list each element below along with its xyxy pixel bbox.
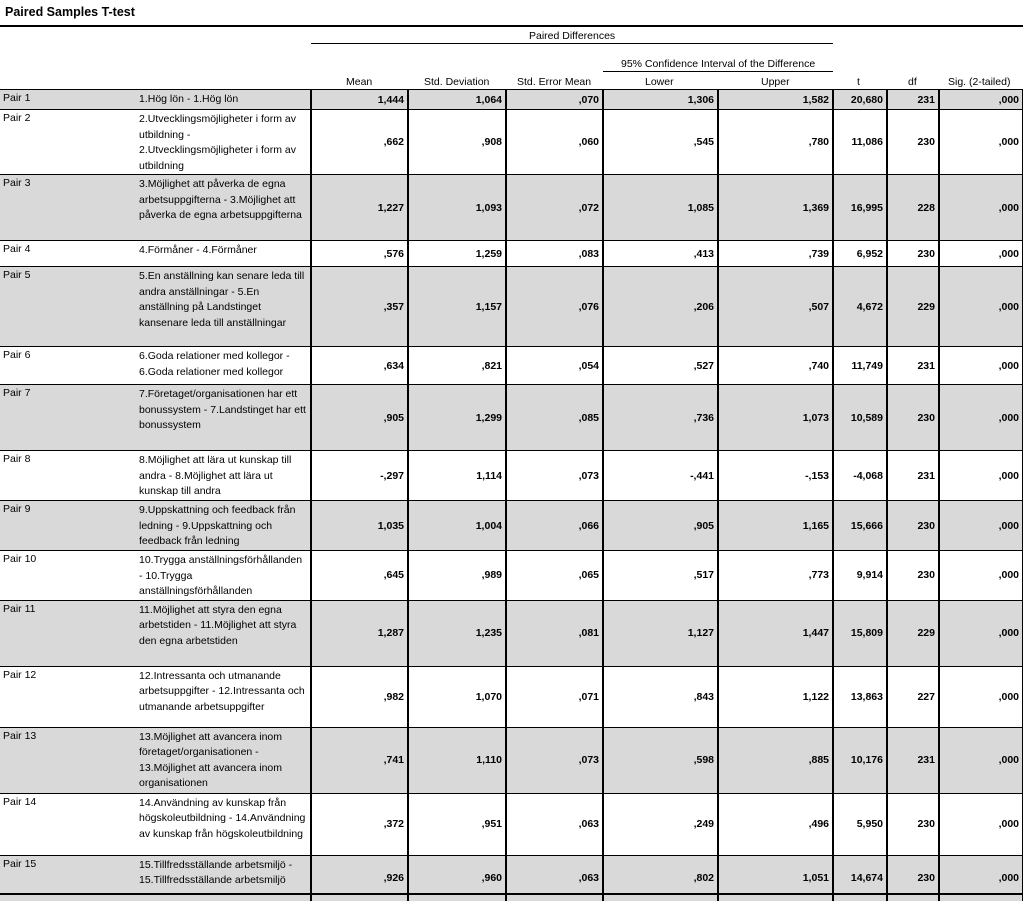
cell-upper: 1,369 <box>718 175 833 241</box>
pair-label: Pair 4 <box>3 243 31 255</box>
cell-mean: ,634 <box>311 347 408 385</box>
cell-std-deviation: 1,093 <box>408 175 506 241</box>
cell-lower: ,598 <box>603 727 718 793</box>
cell-df: 231 <box>887 347 939 385</box>
cell-std-deviation: 1,110 <box>408 727 506 793</box>
cell-mean: ,357 <box>311 267 408 347</box>
table-row <box>0 241 1023 267</box>
cell-t: 16,995 <box>833 175 887 241</box>
table-row <box>0 666 1023 727</box>
cell-sig: ,000 <box>939 175 1023 241</box>
table-row <box>0 175 1023 241</box>
cell-sig: ,000 <box>939 666 1023 727</box>
cell-std-deviation: 1,259 <box>408 241 506 267</box>
cell-sig: ,000 <box>939 90 1023 110</box>
cell-std-error-mean: ,066 <box>506 501 603 551</box>
table-row <box>0 451 1023 501</box>
cell-t: 11,086 <box>833 110 887 175</box>
cell-df: 230 <box>887 385 939 451</box>
cell-lower: ,249 <box>603 793 718 855</box>
cell-sig: ,000 <box>939 793 1023 855</box>
cell-mean: ,982 <box>311 666 408 727</box>
cell-t: 6,952 <box>833 241 887 267</box>
cell-mean: 1,227 <box>311 175 408 241</box>
paired-differences-rule <box>311 43 833 44</box>
cell-upper: ,507 <box>718 267 833 347</box>
cell-mean: ,926 <box>311 855 408 901</box>
cell-lower: -,441 <box>603 451 718 501</box>
cell-sig: ,000 <box>939 551 1023 601</box>
cell-std-deviation: 1,114 <box>408 451 506 501</box>
cell-std-error-mean: ,054 <box>506 347 603 385</box>
header-std-error-mean: Std. Error Mean <box>517 76 592 88</box>
pair-label: Pair 3 <box>0 175 136 241</box>
variable-label: 6.Goda relationer med kollegor - 6.Goda relationer med kollegor <box>139 350 290 378</box>
top-rule <box>0 25 1023 27</box>
cell-sig: ,000 <box>939 451 1023 501</box>
cell-upper: 1,165 <box>718 501 833 551</box>
cell-mean: -,297 <box>311 451 408 501</box>
cell-std-deviation: 1,235 <box>408 600 506 666</box>
cell-lower: 1,085 <box>603 175 718 241</box>
table-row <box>0 600 1023 666</box>
cell-upper: ,780 <box>718 110 833 175</box>
cell-df: 231 <box>887 451 939 501</box>
cell-mean: 1,444 <box>311 90 408 110</box>
cell-t: -4,068 <box>833 451 887 501</box>
cell-std-error-mean: ,073 <box>506 727 603 793</box>
paired-samples-table <box>0 89 1023 901</box>
cell-upper: -,153 <box>718 451 833 501</box>
variable-label: 7.Företaget/organisationen har ett bonussystem - 7.Landstinget har ett bonussystem <box>136 385 311 451</box>
cell-sig: ,000 <box>939 727 1023 793</box>
cell-upper: 1,051 <box>718 855 833 901</box>
cell-mean: ,741 <box>311 727 408 793</box>
table-row <box>0 90 1023 110</box>
variable-label: 11.Möjlighet att styra den egna arbetstiden - 11.Möjlighet att styra den egna arbetstiden <box>136 600 311 666</box>
header-df: df <box>908 76 917 88</box>
cell-upper: ,739 <box>718 241 833 267</box>
variable-label: 3.Möjlighet att påverka de egna arbetsuppgifterna - 3.Möjlighet att påverka de egna arbetsuppgifterna <box>136 175 311 241</box>
pair-label: Pair 1 <box>0 90 136 110</box>
cell-std-error-mean: ,081 <box>506 600 603 666</box>
header-t: t <box>857 76 860 88</box>
cell-sig: ,000 <box>939 385 1023 451</box>
cell-std-error-mean: ,070 <box>506 90 603 110</box>
cell-t: 4,672 <box>833 267 887 347</box>
pair-label: Pair 8 <box>3 453 31 465</box>
table-row <box>0 267 1023 347</box>
pair-label: Pair 14 <box>3 795 37 808</box>
cell-std-error-mean: ,083 <box>506 241 603 267</box>
variable-label: 13.Möjlighet att avancera inom företaget/organisationen - 13.Möjlighet att avancera inom organisationen <box>136 727 311 793</box>
variable-label: 10.Trygga anställningsförhållanden - 10.Trygga anställningsförhållanden <box>139 554 303 597</box>
cell-upper: 1,447 <box>718 600 833 666</box>
cell-std-error-mean: ,063 <box>506 793 603 855</box>
cell-mean: 1,035 <box>311 501 408 551</box>
cell-lower: ,527 <box>603 347 718 385</box>
cell-t: 10,176 <box>833 727 887 793</box>
cell-t: 9,914 <box>833 551 887 601</box>
cell-df: 230 <box>887 551 939 601</box>
cell-upper: ,885 <box>718 727 833 793</box>
cell-sig: ,000 <box>939 347 1023 385</box>
table-row <box>0 347 1023 385</box>
pair-label: Pair 13 <box>0 727 136 793</box>
cell-df: 229 <box>887 267 939 347</box>
cell-std-deviation: 1,004 <box>408 501 506 551</box>
cell-std-error-mean: ,076 <box>506 267 603 347</box>
header-std-deviation: Std. Deviation <box>424 76 490 88</box>
table-row <box>0 110 1023 175</box>
cell-std-error-mean: ,085 <box>506 385 603 451</box>
cell-df: 230 <box>887 793 939 855</box>
cell-df: 230 <box>887 855 939 901</box>
ci-rule <box>603 71 833 72</box>
header-lower: Lower <box>645 76 674 88</box>
cell-std-error-mean: ,063 <box>506 855 603 901</box>
pair-label: Pair 9 <box>0 501 136 551</box>
cell-upper: ,773 <box>718 551 833 601</box>
cell-mean: ,372 <box>311 793 408 855</box>
cell-df: 230 <box>887 241 939 267</box>
cell-df: 227 <box>887 666 939 727</box>
variable-label: 14.Användning av kunskap från högskoleutbildning - 14.Användning av kunskap från högskoleutbildning <box>139 796 306 840</box>
pair-label: Pair 15 <box>0 855 136 901</box>
cell-upper: 1,582 <box>718 90 833 110</box>
cell-upper: 1,122 <box>718 666 833 727</box>
header-mean: Mean <box>346 76 373 88</box>
cell-lower: ,517 <box>603 551 718 601</box>
pair-label: Pair 7 <box>0 385 136 451</box>
header-upper: Upper <box>761 76 790 88</box>
cell-t: 5,950 <box>833 793 887 855</box>
cell-t: 15,809 <box>833 600 887 666</box>
cell-std-deviation: ,960 <box>408 855 506 901</box>
table-row <box>0 501 1023 551</box>
cell-sig: ,000 <box>939 855 1023 901</box>
cell-t: 14,674 <box>833 855 887 901</box>
pair-label: Pair 6 <box>3 349 31 361</box>
cell-lower: ,413 <box>603 241 718 267</box>
cell-sig: ,000 <box>939 600 1023 666</box>
cell-t: 13,863 <box>833 666 887 727</box>
cell-sig: ,000 <box>939 241 1023 267</box>
variable-label: 4.Förmåner - 4.Förmåner <box>139 244 257 256</box>
table-row <box>0 385 1023 451</box>
cell-lower: 1,127 <box>603 600 718 666</box>
pair-label: Pair 12 <box>3 668 37 681</box>
variable-label: 8.Möjlighet att lära ut kunskap till andra - 8.Möjlighet att lära ut kunskap till andra <box>139 454 292 497</box>
cell-std-deviation: ,908 <box>408 110 506 175</box>
cell-lower: 1,306 <box>603 90 718 110</box>
pair-label: Pair 2 <box>3 112 31 124</box>
cell-t: 20,680 <box>833 90 887 110</box>
cell-std-deviation: 1,299 <box>408 385 506 451</box>
cell-mean: ,576 <box>311 241 408 267</box>
table-row <box>0 551 1023 601</box>
variable-label: 9.Uppskattning och feedback från ledning - 9.Uppskattning och feedback från ledning <box>136 501 311 551</box>
cell-upper: ,496 <box>718 793 833 855</box>
header-ci: 95% Confidence Interval of the Difference <box>621 58 816 70</box>
cell-sig: ,000 <box>939 501 1023 551</box>
cell-upper: 1,073 <box>718 385 833 451</box>
cell-std-deviation: ,951 <box>408 793 506 855</box>
cell-std-error-mean: ,072 <box>506 175 603 241</box>
cell-df: 230 <box>887 110 939 175</box>
variable-label: 2.Utvecklingsmöjligheter i form av utbildning - 2.Utvecklingsmöjligheter i form av utbildning <box>139 113 296 172</box>
cell-mean: 1,287 <box>311 600 408 666</box>
cell-std-error-mean: ,073 <box>506 451 603 501</box>
cell-df: 230 <box>887 501 939 551</box>
table-row <box>0 727 1023 793</box>
cell-lower: ,206 <box>603 267 718 347</box>
cell-std-deviation: ,821 <box>408 347 506 385</box>
variable-label: 15.Tillfredsställande arbetsmiljö - 15.Tillfredsställande arbetsmiljö <box>136 855 311 901</box>
cell-mean: ,905 <box>311 385 408 451</box>
cell-std-deviation: 1,070 <box>408 666 506 727</box>
cell-t: 11,749 <box>833 347 887 385</box>
cell-lower: ,545 <box>603 110 718 175</box>
cell-df: 231 <box>887 90 939 110</box>
cell-lower: ,905 <box>603 501 718 551</box>
cell-mean: ,662 <box>311 110 408 175</box>
cell-std-error-mean: ,071 <box>506 666 603 727</box>
cell-lower: ,802 <box>603 855 718 901</box>
cell-df: 228 <box>887 175 939 241</box>
pair-label: Pair 11 <box>0 600 136 666</box>
pair-label: Pair 10 <box>3 553 37 565</box>
header-sig: Sig. (2-tailed) <box>948 76 1011 88</box>
variable-label: 12.Intressanta och utmanande arbetsuppgifter - 12.Intressanta och utmanande arbetsuppgifter <box>139 669 305 713</box>
table-title: Paired Samples T-test <box>5 5 135 19</box>
variable-label: 1.Hög lön - 1.Hög lön <box>136 90 311 110</box>
cell-std-deviation: 1,157 <box>408 267 506 347</box>
cell-std-error-mean: ,060 <box>506 110 603 175</box>
cell-df: 231 <box>887 727 939 793</box>
header-paired-differences: Paired Differences <box>529 30 616 42</box>
cell-mean: ,645 <box>311 551 408 601</box>
cell-std-error-mean: ,065 <box>506 551 603 601</box>
cell-std-deviation: ,989 <box>408 551 506 601</box>
cell-t: 15,666 <box>833 501 887 551</box>
variable-label: 5.En anställning kan senare leda till andra anställningar - 5.En anställning på Landstinget kansenare leda till anställningar <box>136 267 311 347</box>
cell-lower: ,736 <box>603 385 718 451</box>
cell-upper: ,740 <box>718 347 833 385</box>
cell-sig: ,000 <box>939 267 1023 347</box>
cell-sig: ,000 <box>939 110 1023 175</box>
cell-df: 229 <box>887 600 939 666</box>
cell-t: 10,589 <box>833 385 887 451</box>
pair-label: Pair 5 <box>0 267 136 347</box>
cell-std-deviation: 1,064 <box>408 90 506 110</box>
table-row <box>0 793 1023 855</box>
cell-lower: ,843 <box>603 666 718 727</box>
